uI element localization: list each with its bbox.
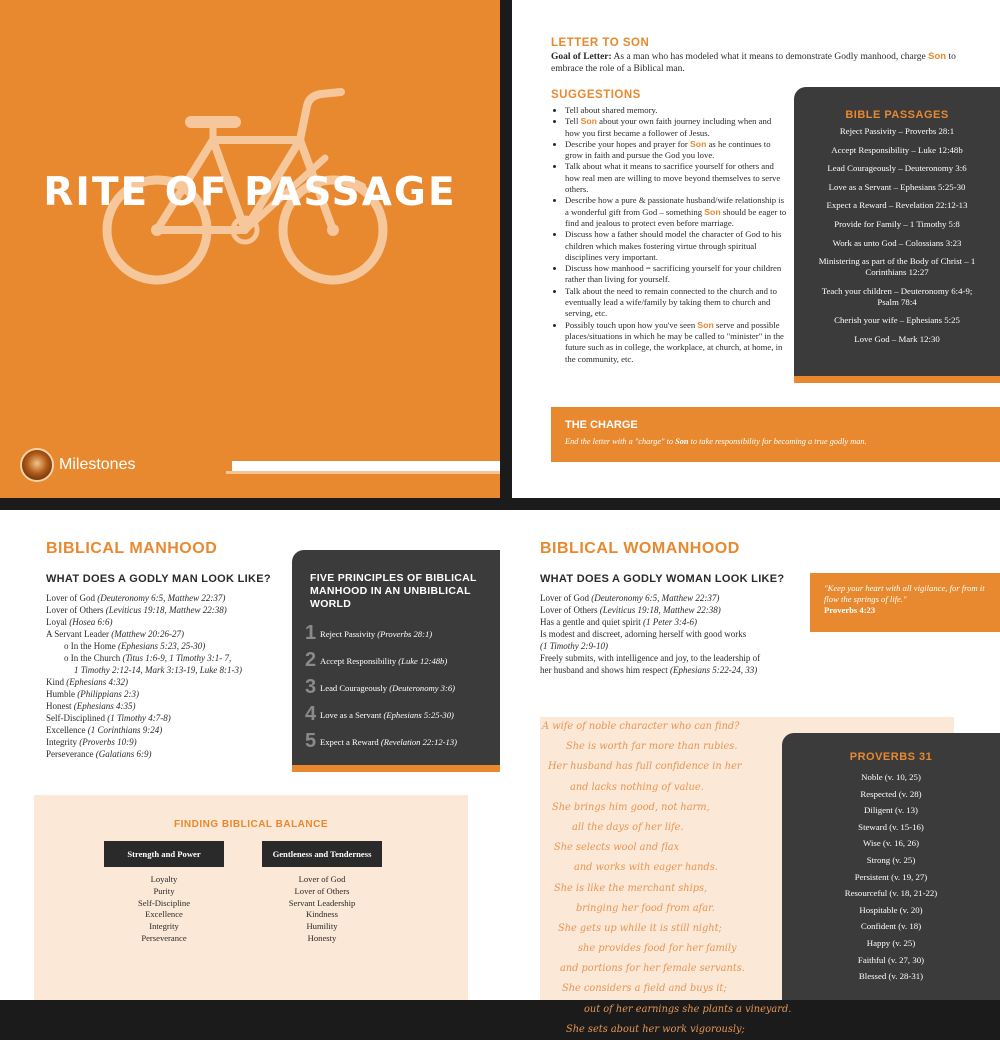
principle-number: 1 [305, 622, 317, 644]
scripture-line: She considers a field and buys it; [562, 983, 727, 995]
trait-name: Kind [46, 677, 67, 687]
bible-passage-item: Expect a Reward – Revelation 22:12-13 [826, 200, 968, 211]
balance-item: Lover of God [298, 874, 346, 884]
trait-item [540, 592, 780, 604]
principle-reference: (Luke 12:48b) [398, 655, 448, 666]
trait-reference: (Leviticus 19:18, Matthew 22:38) [105, 605, 227, 615]
principle-item [305, 728, 495, 755]
cover-title: RITE OF PASSAGE [43, 170, 457, 215]
suggestion-text: Possibly touch upon how you've seen [565, 319, 698, 330]
trait-item [540, 640, 780, 652]
principle-number: 4 [305, 703, 317, 725]
trait-name: her husband and shows him respect [540, 665, 670, 675]
trait-item [46, 604, 286, 616]
proverbs-31-item: Faithful (v. 27, 30) [857, 954, 925, 965]
son-placeholder: Son [928, 51, 947, 62]
trait-item [46, 748, 286, 760]
bible-passage-item: Love God – Mark 12:30 [854, 333, 940, 344]
trait-reference: (Hosea 6:6) [69, 617, 113, 627]
trait-name: Perseverance [46, 749, 96, 759]
suggestion-text: Discuss how a father should model the character of God to his children which makes fostering virtue through spiritual disciplines very important. [565, 229, 782, 262]
bible-passage-item: Reject Passivity – Proverbs 28:1 [839, 126, 955, 136]
principle-number: 2 [305, 649, 317, 671]
trait-name: Integrity [46, 737, 80, 747]
balance-strength-column [104, 841, 224, 945]
trait-name: Humble [46, 689, 78, 699]
trait-item [540, 664, 780, 676]
proverbs-31-box [782, 733, 1000, 1000]
suggestion-text-end: should be eager to find and jealous to protect even before marriage. [565, 206, 787, 228]
trait-reference: (1 Corinthians 9:24) [87, 725, 163, 735]
trait-item [46, 676, 286, 688]
trait-name: Freely submits, with intelligence and joy, to the leadership of [540, 653, 761, 663]
scripture-line: She gets up while it is still night; [558, 922, 722, 934]
principle-item [305, 701, 495, 728]
trait-reference: (1 Peter 3:4-6) [642, 617, 697, 627]
balance-gentleness-column [262, 841, 382, 945]
trait-name: Lover of Others [540, 605, 600, 615]
suggestion-item [565, 116, 787, 139]
scripture-line: She sets about her work vigorously; [566, 1023, 745, 1035]
principle-name: Lead Courageously [320, 682, 390, 693]
five-principles-box [292, 550, 500, 772]
scripture-line: and works with eager hands. [574, 862, 718, 874]
goal-text: As a man who has modeled what it means to demonstrate Godly manhood, charge [611, 52, 929, 62]
trait-name: Is modest and discreet, adorning herself with good works [540, 629, 747, 639]
scripture-line: bringing her food from afar. [576, 902, 715, 914]
trait-reference: (Deuteronomy 6:5, Matthew 22:37) [97, 593, 226, 603]
suggestions-list [565, 105, 787, 365]
son-placeholder: Son [675, 437, 689, 446]
trait-name: Honest [46, 701, 74, 711]
gentleness-list [262, 874, 382, 945]
suggestion-text-end: about your own faith journey including when and how you first became a follower of Jesus. [565, 116, 772, 138]
suggestions-heading: SUGGESTIONS [551, 89, 641, 101]
letter-heading: LETTER TO SON [551, 37, 650, 49]
proverbs-31-item: Blessed (v. 28-31) [858, 971, 924, 982]
logo-text: Milestones [59, 456, 136, 473]
proverbs-31-list [782, 769, 1000, 985]
principle-reference: (Deuteronomy 3:6) [389, 682, 456, 693]
suggestion-text: Tell [565, 116, 581, 127]
scripture-line: out of her earnings she plants a vineyard. [584, 1003, 792, 1015]
trait-item [46, 688, 286, 700]
gentleness-header: Gentleness and Tenderness [262, 841, 382, 867]
suggestion-item [565, 286, 787, 320]
trait-item [46, 616, 286, 628]
trait-reference: (Titus 1:6-9, 1 Timothy 3:1- 7, [122, 653, 232, 663]
trait-name: Loyal [46, 617, 70, 627]
trait-reference: (Philippians 2:3) [77, 689, 139, 699]
principle-text [320, 710, 454, 720]
suggestion-item [565, 195, 787, 229]
proverbs-31-item: Persistent (v. 19, 27) [854, 871, 928, 882]
proverbs-31-item: Respected (v. 28) [860, 788, 922, 799]
trait-reference: (Ephesians 4:32) [66, 677, 128, 687]
trait-item [46, 712, 286, 724]
balance-item: Perseverance [141, 932, 187, 943]
proverbs-31-item: Hospitable (v. 20) [859, 904, 923, 915]
principle-item [305, 620, 495, 647]
trait-item [46, 664, 286, 676]
scripture-line: A wife of noble character who can find? [542, 721, 740, 732]
principle-item [305, 674, 495, 701]
strength-list [104, 874, 224, 945]
balance-item: Excellence [145, 909, 183, 920]
proverbs-31-heading: PROVERBS 31 [849, 751, 933, 763]
trait-item [540, 628, 780, 640]
principle-text [320, 629, 432, 639]
trait-reference: (Leviticus 19:18, Matthew 22:38) [599, 605, 721, 615]
charge-text-b: to take responsibility for becoming a true godly man. [688, 437, 867, 446]
trait-name: Self-Disciplined [46, 713, 108, 723]
charge-box [551, 407, 1000, 462]
proverbs-31-item: Confident (v. 18) [860, 921, 922, 932]
charge-text-a: End the letter with a "charge" to [565, 437, 676, 446]
biblical-balance-box [34, 795, 468, 1000]
manhood-heading: BIBLICAL MANHOOD [46, 540, 218, 557]
charge-heading: THE CHARGE [565, 419, 638, 431]
trait-reference: (Matthew 20:26-27) [111, 629, 184, 639]
bible-passage-item: Provide for Family – 1 Timothy 5:8 [834, 218, 960, 229]
proverbs-31-item: Wise (v. 16, 26) [863, 838, 919, 849]
balance-item: Self-Discipline [137, 897, 191, 908]
principle-name: Expect a Reward [320, 736, 381, 747]
suggestion-item [565, 161, 787, 195]
trait-reference: (1 Timothy 2:9-10) [540, 641, 608, 651]
scripture-line: She is worth far more than rubies. [566, 741, 738, 753]
goal-text-end: to embrace the role of a Biblical man. [551, 52, 956, 74]
trait-reference: (Proverbs 10:9) [79, 737, 137, 747]
principle-name: Reject Passivity [320, 628, 378, 639]
trait-reference: (Ephesians 4:35) [73, 701, 136, 711]
suggestion-text: Talk about the need to remain connected to the church and to eventually lead a wife/family by taking them to church and serving, etc. [565, 285, 777, 319]
principle-text [320, 683, 455, 693]
principle-text [320, 737, 457, 747]
principles-list [305, 620, 495, 755]
principle-reference: (Proverbs 28:1) [377, 628, 433, 639]
trait-name: Lover of God [540, 593, 592, 603]
suggestion-text: Describe how a pure & passionate husband/wife relationship is a wonderful gift from God – something [565, 195, 785, 217]
trait-item [540, 604, 780, 616]
suggestion-text: Talk about what it means to sacrifice yourself for others and how real men are willing to move beyond themselves to serve others. [565, 161, 781, 195]
principle-name: Love as a Servant [320, 709, 384, 720]
trait-item [46, 628, 286, 640]
balance-item: Lover of Others [294, 885, 350, 896]
bible-passage-item: Lead Courageously – Deuteronomy 3:6 [827, 163, 967, 174]
suggestion-text-end: serve and possible places/situations in which he may be called to "minister" in the future such as in college, the workplace, at church, at home, in the community, etc. [565, 319, 784, 364]
bible-passage-item: Accept Responsibility – Luke 12:48b [831, 144, 963, 155]
bible-passages-box [794, 87, 1000, 383]
proverbs-31-item: Noble (v. 10, 25) [861, 772, 921, 782]
trait-item [46, 640, 286, 652]
trait-item [46, 700, 286, 712]
quote-text: "Keep your heart with all vigilance, for from it flow the springs of life." [824, 583, 985, 604]
manhood-traits [46, 592, 286, 760]
principle-reference: (Revelation 22:12-13) [380, 736, 457, 747]
trait-name: Lover of Others [46, 605, 106, 615]
trait-item [46, 736, 286, 748]
womanhood-question: WHAT DOES A GODLY WOMAN LOOK LIKE? [540, 573, 785, 585]
trait-reference: (Ephesians 5:23, 25-30) [118, 641, 206, 651]
letter-page [512, 0, 1000, 498]
trait-item [540, 652, 780, 664]
trait-reference: 1 Timothy 2:12-14, Mark 3:13-19, Luke 8:1-3) [74, 665, 242, 675]
letter-goal [551, 51, 961, 75]
bible-passage-item: Cherish your wife – Ephesians 5:25 [834, 315, 960, 326]
trait-reference: (1 Timothy 4:7-8) [107, 713, 171, 723]
five-principles-heading: FIVE PRINCIPLES OF BIBLICAL MANHOOD IN AN UNBIBLICAL WORLD [310, 572, 477, 610]
suggestion-item [565, 229, 787, 263]
suggestion-text: Describe your hopes and prayer for [565, 138, 690, 149]
suggestion-text-end: as he continues to grow in faith and pursue the God you love. [565, 138, 771, 161]
balance-item: Loyalty [150, 874, 178, 884]
bible-passages-heading: BIBLE PASSAGES [845, 109, 949, 121]
scripture-line: and lacks nothing of value. [570, 781, 704, 793]
scripture-line: she provides food for her family [578, 943, 737, 955]
trait-reference: (Deuteronomy 6:5, Matthew 22:37) [591, 593, 720, 603]
balance-item: Humility [306, 921, 338, 932]
balance-item: Purity [153, 885, 175, 896]
principle-number: 3 [305, 676, 317, 698]
principle-item [305, 647, 495, 674]
strength-header: Strength and Power [104, 841, 224, 867]
trait-name: o In the Home [64, 641, 118, 651]
balance-item: Servant Leadership [288, 897, 356, 908]
suggestion-text: Tell about shared memory. [565, 105, 658, 115]
suggestion-item [565, 139, 787, 162]
balance-item: Integrity [149, 921, 179, 932]
proverbs-quote-box [810, 573, 1000, 632]
suggestion-item [565, 320, 787, 365]
trait-name: Lover of God [46, 593, 98, 603]
trait-name: Has a gentle and quiet spirit [540, 617, 643, 627]
principle-number: 5 [305, 730, 317, 752]
womanhood-traits [540, 592, 780, 676]
scripture-line: She is like the merchant ships, [554, 882, 708, 894]
principle-text [320, 656, 447, 666]
suggestion-item [565, 105, 787, 116]
womanhood-page [500, 510, 1000, 1035]
proverbs-31-item: Strong (v. 25) [866, 854, 916, 865]
womanhood-heading: BIBLICAL WOMANHOOD [540, 540, 740, 557]
scripture-line: Her husband has full confidence in her [548, 761, 742, 773]
trait-item [46, 592, 286, 604]
trait-name: A Servant Leader [46, 629, 112, 639]
trait-reference: (Galatians 6:9) [95, 749, 152, 759]
quote-reference: Proverbs 4:23 [824, 605, 876, 615]
son-placeholder: Son [704, 206, 721, 217]
bible-passage-item: Love as a Servant – Ephesians 5:25-30 [828, 181, 966, 192]
balance-item: Kindness [306, 909, 338, 920]
charge-text [565, 437, 867, 446]
principle-name: Accept Responsibility [320, 655, 399, 666]
son-placeholder: Son [580, 116, 597, 127]
bible-passages-list [794, 126, 1000, 345]
trait-item [540, 616, 780, 628]
milestones-logo [20, 448, 135, 482]
scripture-line: She brings him good, not harm, [552, 801, 710, 813]
scripture-line: and portions for her female servants. [560, 963, 745, 975]
manhood-page [0, 510, 500, 1000]
scripture-line: all the days of her life. [572, 821, 684, 833]
proverbs-31-item: Happy (v. 25) [866, 937, 916, 948]
trait-reference: (Ephesians 5:22-24, 33) [669, 665, 758, 675]
balance-heading: FINDING BIBLICAL BALANCE [173, 819, 329, 830]
trait-item [46, 724, 286, 736]
scripture-line: She selects wool and flax [554, 842, 680, 854]
proverbs-31-item: Steward (v. 15-16) [858, 821, 924, 832]
suggestion-text: Discuss how manhood = sacrificing yourself for your children rather than living for yourself. [565, 263, 782, 285]
balance-item: Honesty [307, 932, 337, 943]
cover-page [0, 0, 500, 498]
bible-passage-item: Teach your children – Deuteronomy 6:4-9; Psalm 78:4 [821, 285, 973, 307]
principle-reference: (Ephesians 5:25-30) [383, 709, 454, 720]
trait-item [46, 652, 286, 664]
proverbs-31-item: Resourceful (v. 18, 21-22) [844, 888, 938, 899]
trait-name: Excellence [46, 725, 88, 735]
goal-label: Goal of Letter: [551, 52, 612, 62]
decorative-stripe-thin [226, 471, 500, 474]
bible-passage-item: Work as unto God – Colossians 3:23 [832, 237, 962, 248]
son-placeholder: Son [689, 138, 707, 149]
son-placeholder: Son [697, 319, 714, 330]
decorative-stripe [232, 461, 500, 471]
logo-icon [20, 448, 54, 482]
manhood-question: WHAT DOES A GODLY MAN LOOK LIKE? [46, 573, 271, 585]
trait-name: o In the Church [64, 653, 123, 663]
bible-passage-item: Ministering as part of the Body of Christ – 1 Corinthians 12:27 [818, 256, 976, 278]
proverbs-31-item: Diligent (v. 13) [864, 805, 918, 816]
suggestion-item [565, 263, 787, 286]
